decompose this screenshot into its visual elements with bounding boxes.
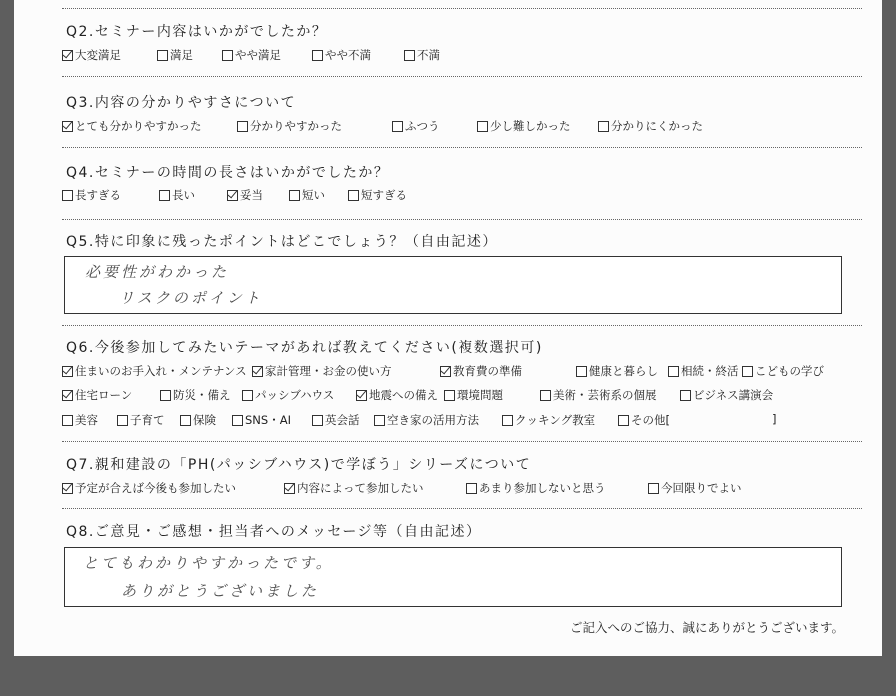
q3-title: Q3.内容の分かりやすさについて <box>66 95 297 111</box>
option-item[interactable] <box>348 187 407 203</box>
divider <box>62 325 862 326</box>
checkbox-icon[interactable] <box>404 50 415 61</box>
checked-checkbox-icon[interactable] <box>252 366 263 377</box>
option-item[interactable] <box>117 412 165 428</box>
option-label: 内容によって参加したい <box>297 481 424 495</box>
divider <box>62 76 862 77</box>
checkbox-icon[interactable] <box>117 415 128 426</box>
option-label: 住宅ローン <box>75 388 133 402</box>
checkbox-icon[interactable] <box>180 415 191 426</box>
checkbox-icon[interactable] <box>289 190 300 201</box>
option-label: こどもの学び <box>755 364 824 378</box>
checkbox-icon[interactable] <box>680 390 691 401</box>
q7-title: Q7.親和建設の「PH(パッシブハウス)で学ぼう」シリーズについて <box>66 457 532 473</box>
checkbox-icon[interactable] <box>540 390 551 401</box>
divider <box>62 441 862 442</box>
checkbox-icon[interactable] <box>477 121 488 132</box>
option-item[interactable] <box>404 47 440 63</box>
option-item[interactable] <box>648 480 742 496</box>
option-item[interactable] <box>502 412 595 428</box>
option-item[interactable] <box>444 387 503 403</box>
option-item[interactable] <box>540 387 657 403</box>
option-item[interactable] <box>618 412 670 428</box>
checked-checkbox-icon[interactable] <box>62 50 73 61</box>
option-item[interactable] <box>392 118 440 134</box>
option-label: その他[ <box>631 413 670 427</box>
checkbox-icon[interactable] <box>62 415 73 426</box>
option-item[interactable] <box>180 412 216 428</box>
option-item[interactable] <box>289 187 325 203</box>
option-item[interactable] <box>62 187 121 203</box>
option-item[interactable] <box>742 363 824 379</box>
checked-checkbox-icon[interactable] <box>62 366 73 377</box>
option-label: 分かりにくかった <box>611 119 703 133</box>
option-label: 今回限りでよい <box>661 481 742 495</box>
option-label: 美容 <box>75 413 98 427</box>
option-label: クッキング教室 <box>515 413 596 427</box>
option-label: 地震への備え <box>369 388 438 402</box>
checked-checkbox-icon[interactable] <box>227 190 238 201</box>
checked-checkbox-icon[interactable] <box>62 390 73 401</box>
option-label: 長すぎる <box>75 188 121 202</box>
option-item[interactable] <box>227 187 263 203</box>
option-item[interactable] <box>62 118 202 134</box>
checkbox-icon[interactable] <box>232 415 243 426</box>
option-label: パッシブハウス <box>255 388 335 402</box>
checkbox-icon[interactable] <box>466 483 477 494</box>
option-item[interactable] <box>62 387 132 403</box>
option-label: 短い <box>302 188 325 202</box>
checkbox-icon[interactable] <box>598 121 609 132</box>
option-item[interactable] <box>222 47 281 63</box>
option-label: 長い <box>172 188 195 202</box>
checked-checkbox-icon[interactable] <box>62 483 73 494</box>
checkbox-icon[interactable] <box>348 190 359 201</box>
checkbox-icon[interactable] <box>62 190 73 201</box>
option-item[interactable] <box>62 47 121 63</box>
other-bracket-close: ] <box>772 412 777 426</box>
checked-checkbox-icon[interactable] <box>356 390 367 401</box>
option-item[interactable] <box>356 387 438 403</box>
option-label: 相続・終活 <box>681 364 739 378</box>
checkbox-icon[interactable] <box>160 390 171 401</box>
option-item[interactable] <box>62 480 236 496</box>
option-label: 美術・芸術系の個展 <box>553 388 657 402</box>
checkbox-icon[interactable] <box>242 390 253 401</box>
option-label: 分かりやすかった <box>250 119 342 133</box>
q5-handwriting-line1: 必要性がわかった <box>85 263 230 281</box>
checkbox-icon[interactable] <box>648 483 659 494</box>
checkbox-icon[interactable] <box>374 415 385 426</box>
q6-title: Q6.今後参加してみたいテーマがあれば教えてください(複数選択可) <box>66 340 543 356</box>
checked-checkbox-icon[interactable] <box>440 366 451 377</box>
survey-sheet <box>14 0 882 656</box>
checkbox-icon[interactable] <box>392 121 403 132</box>
divider <box>62 147 862 148</box>
checked-checkbox-icon[interactable] <box>62 121 73 132</box>
option-label: 住まいのお手入れ・メンテナンス <box>75 364 247 378</box>
option-label: 予定が合えば今後も参加したい <box>75 481 236 495</box>
thank-you-message: ご記入へのご協力、誠にありがとうございます。 <box>569 620 844 635</box>
checkbox-icon[interactable] <box>742 366 753 377</box>
checkbox-icon[interactable] <box>502 415 513 426</box>
option-item[interactable] <box>242 387 334 403</box>
q5-title: Q5.特に印象に残ったポイントはどこでしょう？（自由記述） <box>66 234 498 250</box>
option-label: 空き家の活用方法 <box>387 413 479 427</box>
option-label: 教育費の準備 <box>453 364 522 378</box>
q5-answer-box[interactable] <box>64 256 842 314</box>
option-label: ビジネス講演会 <box>693 388 774 402</box>
option-item[interactable] <box>237 118 342 134</box>
q8-answer-box[interactable] <box>64 547 842 607</box>
option-label: あまり参加しないと思う <box>479 481 606 495</box>
divider <box>62 8 862 9</box>
option-label: ふつう <box>405 119 440 133</box>
option-item[interactable] <box>62 412 98 428</box>
option-item[interactable] <box>576 363 658 379</box>
q8-title: Q8.ご意見・ご感想・担当者へのメッセージ等（自由記述） <box>66 524 482 540</box>
checkbox-icon[interactable] <box>312 50 323 61</box>
option-label: やや不満 <box>325 48 371 62</box>
q8-handwriting-line2: ありがとうございました <box>121 582 320 600</box>
option-label: 環境問題 <box>457 388 503 402</box>
q4-title: Q4.セミナーの時間の長さはいかがでしたか？ <box>66 165 390 181</box>
option-label: 満足 <box>170 48 193 62</box>
option-item[interactable] <box>680 387 773 403</box>
option-item[interactable] <box>62 363 247 379</box>
option-label: SNS・AI <box>245 413 291 427</box>
option-label: 子育て <box>130 413 165 427</box>
checkbox-icon[interactable] <box>237 121 248 132</box>
option-item[interactable] <box>477 118 571 134</box>
checkbox-icon[interactable] <box>312 415 323 426</box>
option-item[interactable] <box>440 363 522 379</box>
checkbox-icon[interactable] <box>444 390 455 401</box>
option-item[interactable] <box>232 412 291 428</box>
option-label: とても分かりやすかった <box>75 119 202 133</box>
checkbox-icon[interactable] <box>159 190 170 201</box>
q8-handwriting-line1: とてもわかりやすかったです。 <box>83 554 334 572</box>
checkbox-icon[interactable] <box>576 366 587 377</box>
checkbox-icon[interactable] <box>618 415 629 426</box>
option-item[interactable] <box>252 363 392 379</box>
option-label: 妥当 <box>240 188 263 202</box>
option-label: 健康と暮らし <box>589 364 658 378</box>
option-item[interactable] <box>157 47 193 63</box>
option-item[interactable] <box>312 412 360 428</box>
option-label: 少し難しかった <box>490 119 571 133</box>
option-item[interactable] <box>668 363 739 379</box>
q2-title: Q2.セミナー内容はいかがでしたか？ <box>66 24 328 40</box>
option-label: 家計管理・お金の使い方 <box>265 364 392 378</box>
checkbox-icon[interactable] <box>668 366 679 377</box>
option-label: 短すぎる <box>361 188 407 202</box>
option-item[interactable] <box>466 480 606 496</box>
option-item[interactable] <box>374 412 479 428</box>
divider <box>62 219 862 220</box>
option-label: 大変満足 <box>75 48 121 62</box>
option-label: 防災・備え <box>173 388 231 402</box>
option-item[interactable] <box>598 118 703 134</box>
checkbox-icon[interactable] <box>157 50 168 61</box>
option-item[interactable] <box>159 187 195 203</box>
option-label: やや満足 <box>235 48 281 62</box>
option-item[interactable] <box>284 480 424 496</box>
option-label: 英会話 <box>325 413 360 427</box>
divider <box>62 508 862 509</box>
checkbox-icon[interactable] <box>222 50 233 61</box>
option-item[interactable] <box>312 47 371 63</box>
checked-checkbox-icon[interactable] <box>284 483 295 494</box>
option-label: 保険 <box>193 413 216 427</box>
option-label: 不満 <box>417 48 440 62</box>
option-item[interactable] <box>160 387 231 403</box>
q5-handwriting-line2: リスクのポイント <box>119 289 263 307</box>
